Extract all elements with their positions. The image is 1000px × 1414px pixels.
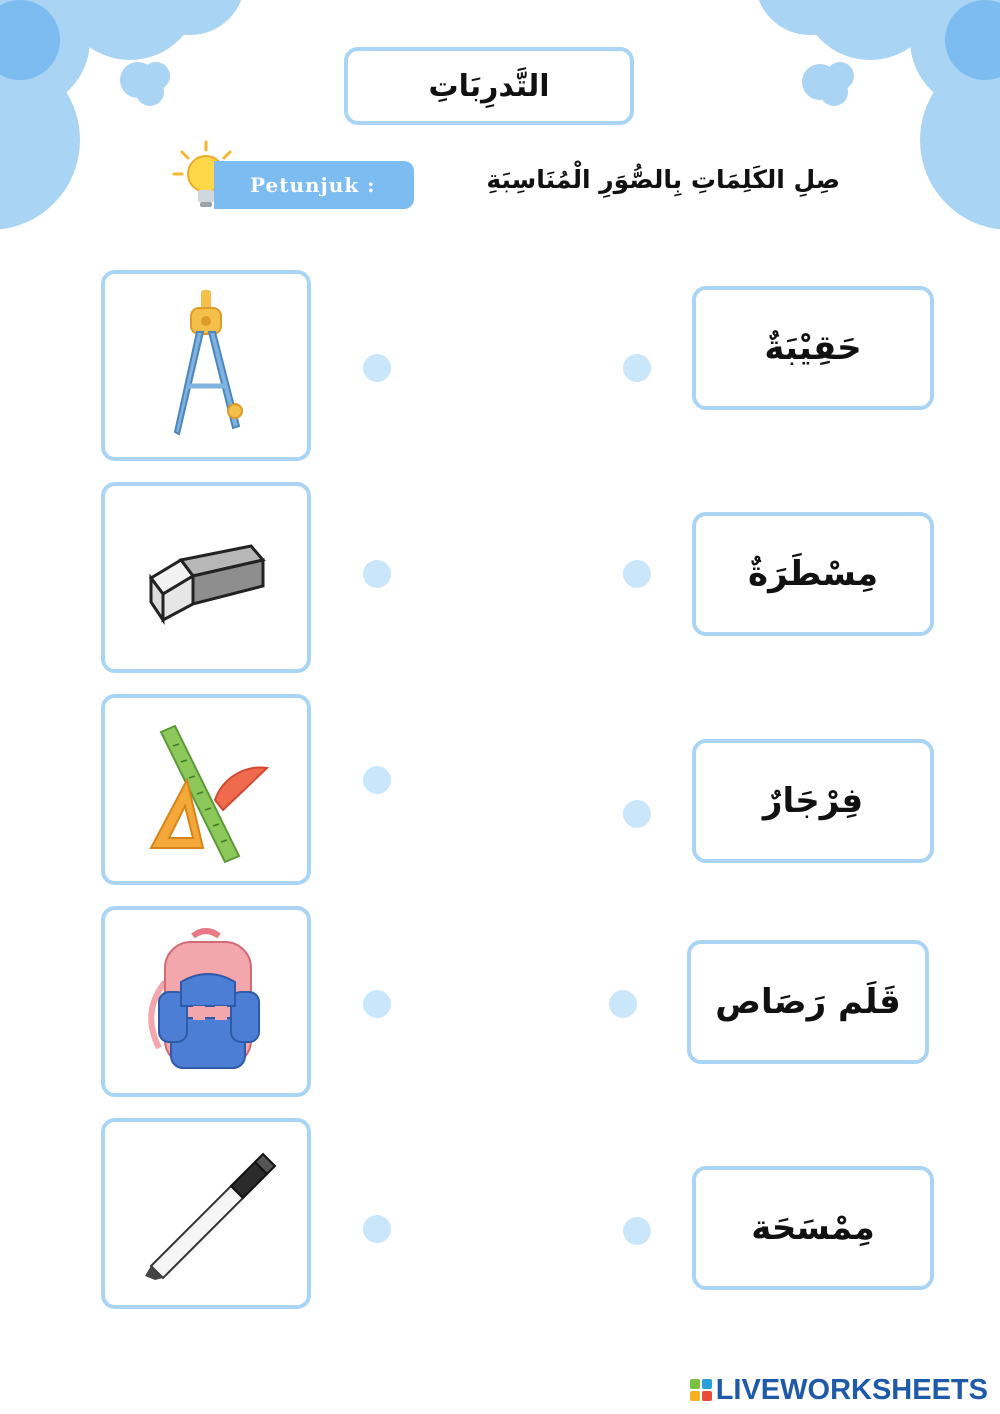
eraser-icon: [131, 498, 281, 658]
compass-icon: [131, 286, 281, 446]
word-card-3[interactable]: فِرْجَارٌ: [692, 739, 934, 863]
hint-label-pill: [214, 161, 414, 209]
ruler-set-icon: [131, 710, 281, 870]
picture-connector-dot-5[interactable]: [363, 1215, 391, 1243]
picture-card-eraser[interactable]: [101, 482, 311, 673]
word-connector-dot-2[interactable]: [623, 560, 651, 588]
picture-connector-dot-1[interactable]: [363, 354, 391, 382]
picture-card-backpack[interactable]: [101, 906, 311, 1097]
hint-label: Petunjuk :: [250, 173, 376, 197]
word-connector-dot-1[interactable]: [623, 354, 651, 382]
word-card-2[interactable]: مِسْطَرَةٌ: [692, 512, 934, 636]
footer-branding: [690, 1372, 988, 1408]
word-connector-dot-5[interactable]: [623, 1217, 651, 1245]
brand-name: LIVEWORKSHEETS: [715, 1373, 988, 1406]
picture-card-compass[interactable]: [101, 270, 311, 461]
word-connector-dot-4[interactable]: [609, 990, 637, 1018]
liveworksheets-logo-icon: [690, 1379, 712, 1401]
picture-connector-dot-4[interactable]: [363, 990, 391, 1018]
worksheet-title: التَّدرِبَاتِ: [344, 47, 634, 125]
instruction-text: صِلِ الكَلِمَاتِ بِالصُّوَرِ الْمُنَاسِبَةِ: [486, 165, 840, 194]
marker-pen-icon: [131, 1134, 281, 1294]
word-card-4[interactable]: قَلَم رَصَاص: [687, 940, 929, 1064]
backpack-icon: [131, 922, 281, 1082]
word-connector-dot-3[interactable]: [623, 800, 651, 828]
word-card-1[interactable]: حَقِيْبَةٌ: [692, 286, 934, 410]
word-card-5[interactable]: مِمْسَحَة: [692, 1166, 934, 1290]
picture-card-marker[interactable]: [101, 1118, 311, 1309]
picture-connector-dot-3[interactable]: [363, 766, 391, 794]
picture-card-ruler-set[interactable]: [101, 694, 311, 885]
picture-connector-dot-2[interactable]: [363, 560, 391, 588]
